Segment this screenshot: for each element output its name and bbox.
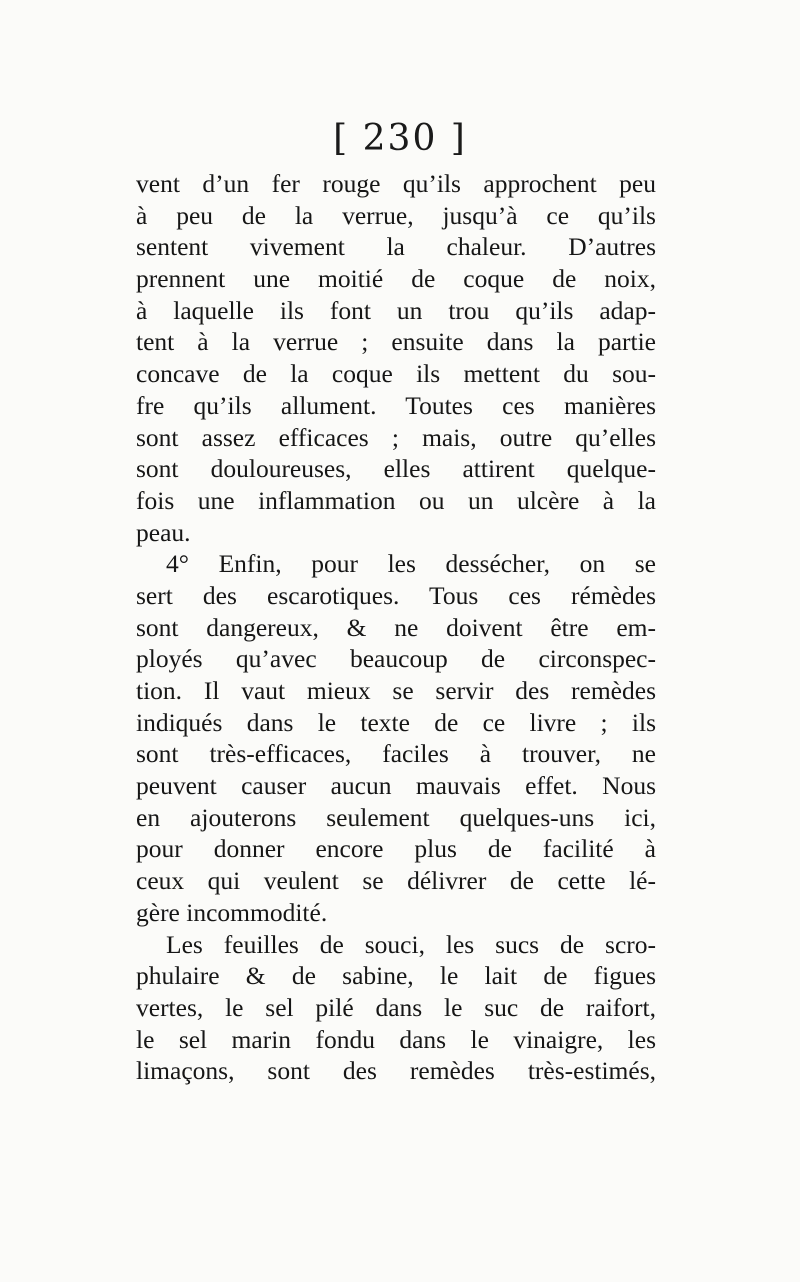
text-line: phulaire & de sabine, le lait de figues	[136, 961, 656, 991]
text-line: fois une inflammation ou un ulcère à la	[136, 485, 656, 515]
page-number: [ 230 ]	[333, 118, 467, 159]
text-line: concave de la coque ils mettent du sou-	[136, 359, 656, 389]
text-line: à peu de la verrue, jusqu’à ce qu’ils	[136, 200, 656, 230]
text-line: ceux qui veulent se délivrer de cette lé-	[136, 866, 656, 896]
text-line: sont dangereux, & ne doivent être em-	[136, 612, 656, 642]
text-line: sert des escarotiques. Tous ces rémèdes	[136, 580, 656, 610]
text-line: indiqués dans le texte de ce livre ; ils	[136, 707, 656, 737]
text-line: prennent une moitié de coque de noix,	[136, 264, 656, 294]
text-line: vertes, le sel pilé dans le suc de raifort,	[136, 992, 656, 1022]
text-line: sont très-efficaces, faciles à trouver, ne	[136, 739, 656, 769]
text-line: tent à la verrue ; ensuite dans la partie	[136, 327, 656, 357]
text-line: le sel marin fondu dans le vinaigre, les	[136, 1024, 656, 1054]
text-line: 4° Enfin, pour les dessécher, on se	[166, 549, 656, 579]
text-line: peau.	[136, 517, 191, 547]
text-line: à laquelle ils font un trou qu’ils adap-	[136, 295, 656, 325]
text-line: limaçons, sont des remèdes très-estimés,	[136, 1056, 656, 1086]
text-line: Les feuilles de souci, les sucs de scro-	[166, 929, 656, 959]
text-line: ployés qu’avec beaucoup de circonspec-	[136, 644, 656, 674]
text-line: tion. Il vaut mieux se servir des remèdes	[136, 676, 656, 705]
text-line: vent d’un fer rouge qu’ils approchent peu	[136, 169, 656, 198]
text-line: peuvent causer aucun mauvais effet. Nous	[136, 771, 656, 801]
text-line: pour donner encore plus de facilité à	[136, 834, 656, 864]
text-line: sont douloureuses, elles attirent quelque-	[136, 454, 656, 484]
body-text	[136, 168, 656, 1087]
text-line: sont assez efficaces ; mais, outre qu’elles	[136, 422, 656, 452]
text-line: gère incommodité.	[136, 897, 328, 927]
text-line: sentent vivement la chaleur. D’autres	[136, 232, 656, 262]
text-line: en ajouterons seulement quelques-uns ici,	[136, 802, 656, 832]
text-line: fre qu’ils allument. Toutes ces manières	[136, 390, 656, 420]
